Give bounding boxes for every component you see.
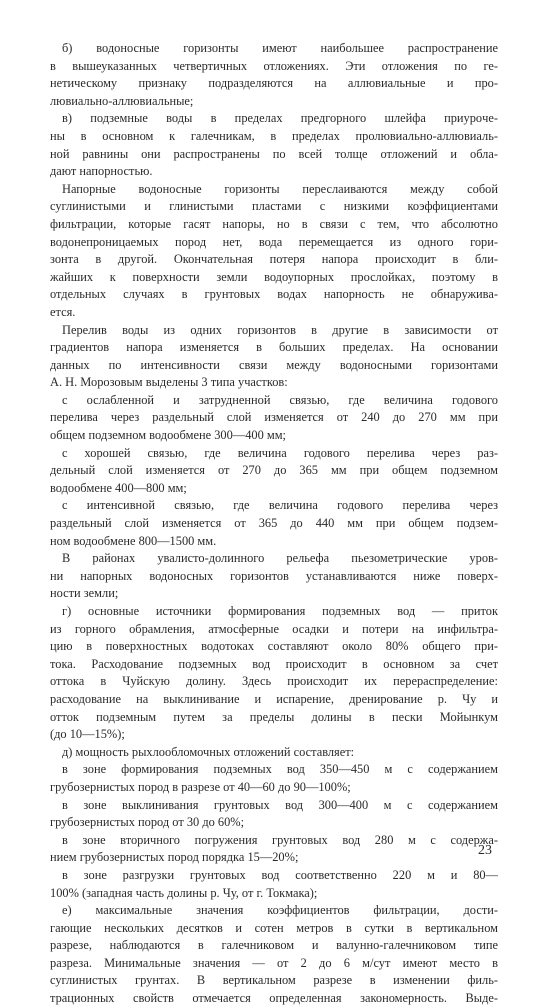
text-line: из горного обрамления, атмосферные осадки и потери на инфильтра- (50, 621, 498, 636)
text-line: дельный слой изменяется от 270 до 365 мм при общем подземном (50, 463, 498, 478)
text-line: д) мощность рыхлообломочных отложений составляет: (62, 744, 355, 759)
text-line: (до 10—15%); (50, 727, 125, 742)
text-line: б) водоносные горизонты имеют наибольшее распространение (62, 41, 498, 55)
text-line: раздельный слой изменяется от 365 до 440 мм при общем подзем- (50, 516, 498, 531)
text-line: лювиально-аллювиальные; (50, 93, 194, 108)
text-line: градиентов напора изменяется в больших пределах. На основании (50, 340, 498, 355)
text-line: фильтрации, которые гасят напоры, но в связи с тем, что абсолютно (50, 216, 498, 231)
text-line: с интенсивной связью, где величина годового перелива через (62, 498, 498, 513)
text-line: трационных свойств отмечается определенная закономерность. Выде- (50, 991, 498, 1006)
text-line: е) максимальные значения коэффициентов фильтрации, дости- (62, 903, 498, 918)
text-line: ни напорных водоносных горизонтов устанавливаются ниже поверх- (50, 568, 498, 583)
text-line: ности земли; (50, 586, 119, 601)
page-number: 23 (478, 843, 492, 858)
text-line: общем подземном водообмене 300—400 мм; (50, 428, 287, 443)
text-line: перелива через раздельный слой изменяется от 240 до 270 мм при (50, 410, 498, 425)
text-line: ной равнины они распространены по всей толще отложений и обла- (50, 146, 498, 161)
text-line: цию в поверхностных водотоках составляют около 80% общего при- (50, 639, 498, 654)
text-line: ется. (50, 304, 76, 319)
text-line: грубозернистых пород в разрезе от 40—60 до 90—100%; (50, 779, 351, 794)
text-line: ны в основном к галечникам, в пределах пролювиально-аллювиаль- (50, 128, 498, 143)
text-line: оттока в Чуйскую долину. Здесь происходит их перераспределение: (50, 674, 498, 689)
text-line: нетическому признаку подразделяются на аллювиальные и про- (50, 76, 498, 91)
text-line: нием грубозернистых пород порядка 15—20%; (50, 850, 299, 865)
text-line: разреза. Минимальные значения — от 2 до 6 м/сут имеют место в (50, 955, 498, 970)
text-line: грубозернистых пород от 30 до 60%; (50, 815, 245, 830)
text-line: зонта в другой. Окончательная потеря напора происходит в бли- (50, 252, 498, 267)
text-line: ном водообмене 800—1500 мм. (50, 533, 217, 548)
text-line: тока. Расходование подземных вод происходит в основном за счет (50, 656, 498, 671)
text-line: в зоне выклинивания грунтовых вод 300—400 м с содержанием (62, 797, 498, 812)
text-line: гающие нескольких десятков и сотен метров в сутки в вертикальном (50, 920, 498, 935)
text-line: с ослабленной и затрудненной связью, где величина годового (62, 392, 498, 407)
text-line: Перелив воды из одних горизонтов в другие в зависимости от (62, 322, 498, 337)
text-line: отток подземным путем за пределы долины в пески Мойынкум (50, 709, 498, 724)
text-line: жайших к поверхности земли водоупорных прослойках, поэтому в (50, 269, 498, 284)
text-line: Напорные водоносные горизонты переслаиваются между собой (62, 181, 498, 196)
text-line: г) основные источники формирования подземных вод — приток (62, 604, 498, 618)
text-line: в вышеуказанных четвертичных отложениях. Эти отложения по ге- (50, 58, 498, 73)
text-line: отдельных случаях в грунтовых водах напорность не обнаружива- (50, 287, 498, 302)
text-line: 100% (западная часть долины р. Чу, от г. Токмака); (50, 885, 318, 900)
text-line: водонепроницаемых пород нет, вода перемещается из одного гори- (50, 234, 498, 249)
text-line: дают напорностью. (50, 164, 153, 179)
page-body (50, 40, 498, 1008)
text-line: в) подземные воды в пределах предгорного шлейфа приурoче- (62, 111, 498, 126)
text-line: в зоне формирования подземных вод 350—450 м с содержанием (62, 762, 498, 777)
text-line: водообмене 400—800 мм; (50, 480, 187, 495)
text-line: расходование на выклинивание и испарение, дренирование р. Чу и (50, 691, 498, 706)
text-line: В районах увалисто-долинного рельефа пьезометрические уров- (62, 551, 498, 566)
text-line: суглинистыми и глинистыми пластами с низкими коэффициентами (50, 199, 498, 214)
text-line: данных по интенсивности связи между водоносными горизонтами (50, 357, 498, 372)
text-line: с хорошей связью, где величина годового перелива через раз- (62, 445, 498, 460)
text-line: в зоне вторичного погружения грунтовых вод 280 м с содержа- (62, 832, 498, 847)
text-line: в зоне разгрузки грунтовых вод соответственно 220 м и 80— (62, 867, 498, 882)
text-line: суглинистых грунтах. В вертикальном разрезе в изменении филь- (50, 973, 498, 988)
text-line: А. Н. Морозовым выделены 3 типа участков: (50, 375, 288, 390)
text-line: разрезе, наблюдаются в галечниковом и валунно-галечниковом типе (50, 938, 498, 953)
